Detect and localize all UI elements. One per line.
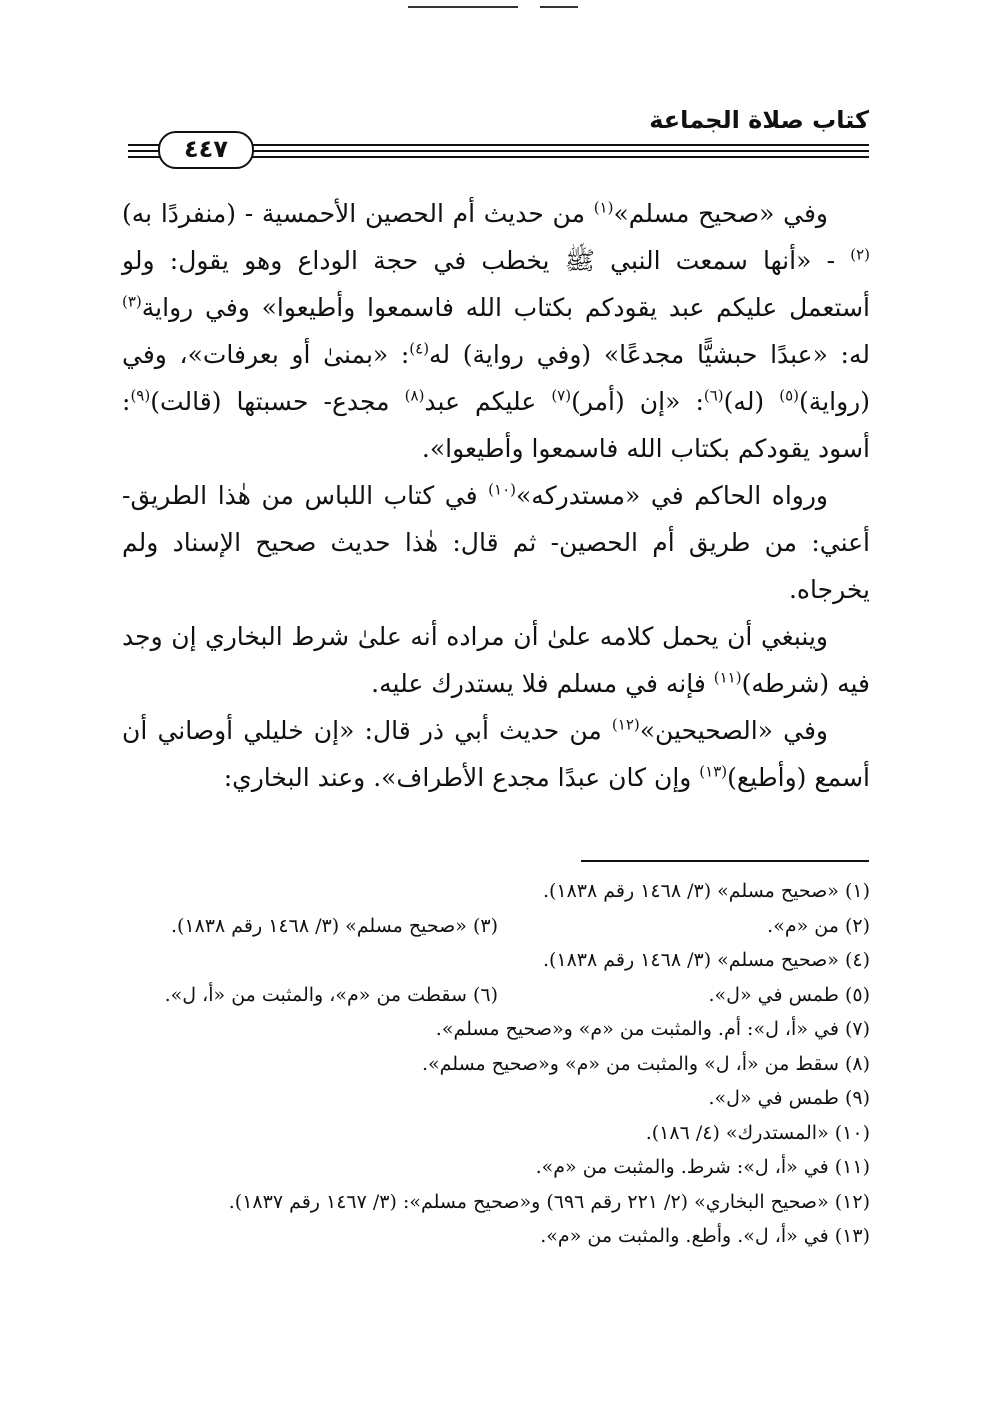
footnote-separator xyxy=(581,860,869,862)
text-run: مجدع- حسبتها (قالت) xyxy=(150,387,405,416)
text-run: - «أنها سمعت النبي ﷺ يخطب في حجة الوداع وهو يقول: ولو أستعمل عليكم عبد يقودكم بكتاب الله فاسمعوا وأطيعوا» وفي رواية xyxy=(122,246,870,322)
footnote-10: (١٠) «المستدرك» (٤/ ١٨٦). xyxy=(645,1121,870,1144)
text-run: من حديث أم الحصين الأحمسية - (منفردًا به) xyxy=(122,199,594,228)
footnote-3: (٣) «صحيح مسلم» (٣/ ١٤٦٨ رقم ١٨٣٨). xyxy=(170,914,498,937)
footnote-ref: (٧) xyxy=(551,386,572,405)
footnote-8: (٨) سقط من «أ، ل» والمثبت من «م» و«صحيح مسلم». xyxy=(421,1052,870,1075)
page-header xyxy=(128,98,869,163)
paragraph-2 xyxy=(122,472,870,613)
footnote-row-5-6 xyxy=(122,978,870,1013)
footnote-row-2-3 xyxy=(122,909,870,944)
footnote-ref: (١٢) xyxy=(611,715,640,734)
text-run: : «إن (أمر) xyxy=(571,387,704,416)
text-run: من حديث أبي ذر قال: «إن خليلي أوصاني أن أسمع (وأطيع) xyxy=(122,716,870,792)
text-run: وإن كان عبدًا مجدع الأطراف». وعند البخاري: xyxy=(223,763,700,792)
text-run: له: «عبدًا حبشيًّا مجدعًا» (وفي رواية) له xyxy=(429,340,870,369)
footnote-ref: (٥) xyxy=(779,386,800,405)
footnote-12: (١٢) «صحيح البخاري» (٢/ ٢٢١ رقم ٦٩٦) و«صحيح مسلم»: (٣/ ١٤٦٧ رقم ١٨٣٧). xyxy=(228,1190,870,1213)
footnote-ref: (٤) xyxy=(409,339,430,358)
page-number: ٤٤٧ xyxy=(158,131,254,169)
footnote-ref: (٨) xyxy=(404,386,425,405)
paragraph-4 xyxy=(122,707,870,801)
text-run: في كتاب اللباس من هٰذا الطريق- أعني: من طريق أم الحصين- ثم قال: هٰذا حديث صحيح الإسناد ولم يخرجاه. xyxy=(122,481,870,604)
footnote-13: (١٣) في «أ، ل». وأطع. والمثبت من «م». xyxy=(540,1225,870,1247)
footnote-1: (١) «صحيح مسلم» (٣/ ١٤٦٨ رقم ١٨٣٨). xyxy=(542,880,870,902)
text-run: وفي «صحيح مسلم» xyxy=(613,199,828,228)
text-run: وفي «الصحيحين» xyxy=(639,716,828,745)
footnotes xyxy=(122,874,870,1254)
top-edge-marks xyxy=(0,6,981,12)
footnote-ref: (٣) xyxy=(122,292,142,311)
footnote-9: (٩) طمس في «ل». xyxy=(708,1087,870,1109)
paragraph-1 xyxy=(122,190,870,472)
text-run: (له) xyxy=(723,387,780,416)
footnote-2: (٢) من «م». xyxy=(767,914,870,937)
text-run: عليكم عبد xyxy=(424,387,552,416)
footnote-ref: (٩) xyxy=(130,386,151,405)
footnote-5: (٥) طمس في «ل». xyxy=(708,983,870,1006)
footnote-ref: (١) xyxy=(593,198,614,217)
text-run: وينبغي أن يحمل كلامه علىٰ أن مراده أنه علىٰ شرط البخاري إن وجد فيه (شرطه) xyxy=(122,622,870,698)
paragraph-3 xyxy=(122,613,870,707)
footnote-ref: (٢) xyxy=(850,245,870,264)
footnote-ref: (٦) xyxy=(703,386,724,405)
footnote-11: (١١) في «أ، ل»: شرط. والمثبت من «م». xyxy=(535,1156,870,1178)
book-title: كتاب صلاة الجماعة xyxy=(649,106,869,134)
footnote-ref: (١١) xyxy=(713,668,742,687)
text-run: فإنه في مسلم فلا يستدرك عليه. xyxy=(371,669,714,698)
footnote-ref: (١٠) xyxy=(488,480,517,499)
text-run: : «بمنىٰ أو بعرفات»، وفي (رواية) xyxy=(122,340,870,416)
footnote-ref: (١٣) xyxy=(699,762,728,781)
footnote-7: (٧) في «أ، ل»: أم. والمثبت من «م» و«صحيح مسلم». xyxy=(435,1018,870,1040)
text-run: : أسود يقودكم بكتاب الله فاسمعوا وأطيعوا». xyxy=(122,387,870,463)
main-text xyxy=(122,190,870,801)
footnote-4: (٤) «صحيح مسلم» (٣/ ١٤٦٨ رقم ١٨٣٨). xyxy=(542,949,870,971)
footnote-6: (٦) سقطت من «م»، والمثبت من «أ، ل». xyxy=(164,983,498,1006)
text-run: ورواه الحاكم في «مستدركه» xyxy=(516,481,828,510)
